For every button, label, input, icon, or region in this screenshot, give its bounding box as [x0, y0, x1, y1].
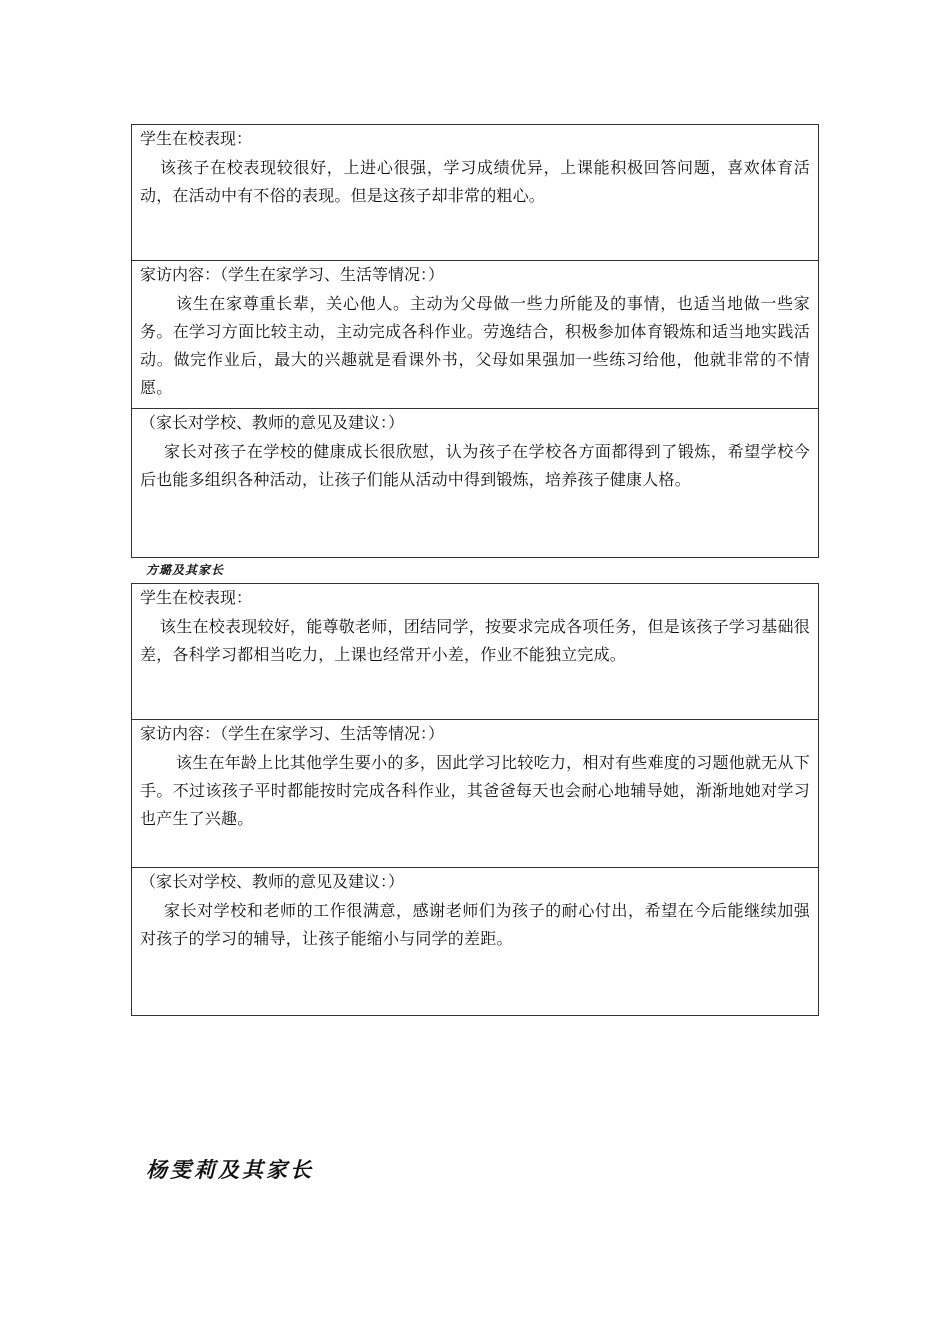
parent-feedback-heading: （家长对学校、教师的意见及建议：）: [140, 872, 405, 891]
parent-feedback-section: [132, 868, 818, 1015]
home-visit-text: 该生在家尊重长辈，关心他人。主动为父母做一些力所能及的事情，也适当地做一些家务。在学习方面比较主动，主动完成各科作业。劳逸结合，积极参加体育锻炼和适当地实践活动。做完作业后，最大的兴趣就是看课外书，父母如果强加一些练习给他，他就非常的不情愿。: [140, 294, 810, 397]
parent-feedback-heading: （家长对学校、教师的意见及建议：）: [140, 413, 405, 432]
home-visit-text: 该生在年龄上比其他学生要小的多，因此学习比较吃力，相对有些难度的习题他就无从下手。不过该孩子平时都能按时完成各科作业，其爸爸每天也会耐心地辅导她，渐渐地她对学习也产生了兴趣。: [140, 753, 810, 828]
school-performance-section: [132, 125, 818, 261]
school-performance-heading: 学生在校表现：: [140, 588, 253, 607]
home-visit-heading: 家访内容：（学生在家学习、生活等情况：）: [140, 265, 445, 284]
school-performance-text: 该孩子在校表现较很好，上进心很强，学习成绩优异，上课能积极回答问题，喜欢体育活动，在活动中有不俗的表现。但是这孩子却非常的粗心。: [140, 158, 810, 205]
home-visit-record-1: [131, 124, 819, 558]
home-visit-section: [132, 720, 818, 868]
school-performance-text: 该生在校表现较好，能尊敬老师，团结同学，按要求完成各项任务，但是该孩子学习基础很差，各科学习都相当吃力，上课也经常开小差，作业不能独立完成。: [140, 617, 810, 664]
photo-caption-2: 杨雯莉及其家长: [146, 1157, 314, 1182]
parent-feedback-text: 家长对学校和老师的工作很满意，感谢老师们为孩子的耐心付出，希望在今后能继续加强对孩子的学习的辅导，让孩子能缩小与同学的差距。: [140, 901, 810, 948]
school-performance-heading: 学生在校表现：: [140, 129, 253, 148]
home-visit-heading: 家访内容：（学生在家学习、生活等情况：）: [140, 724, 445, 743]
home-visit-record-2: [131, 583, 819, 1016]
school-performance-section: [132, 584, 818, 720]
photo-caption-1: 方璐及其家长: [146, 563, 225, 577]
parent-feedback-section: [132, 409, 818, 557]
home-visit-section: [132, 261, 818, 409]
parent-feedback-text: 家长对孩子在学校的健康成长很欣慰，认为孩子在学校各方面都得到了锻炼，希望学校今后也能多组织各种活动，让孩子们能从活动中得到锻炼，培养孩子健康人格。: [140, 442, 810, 489]
